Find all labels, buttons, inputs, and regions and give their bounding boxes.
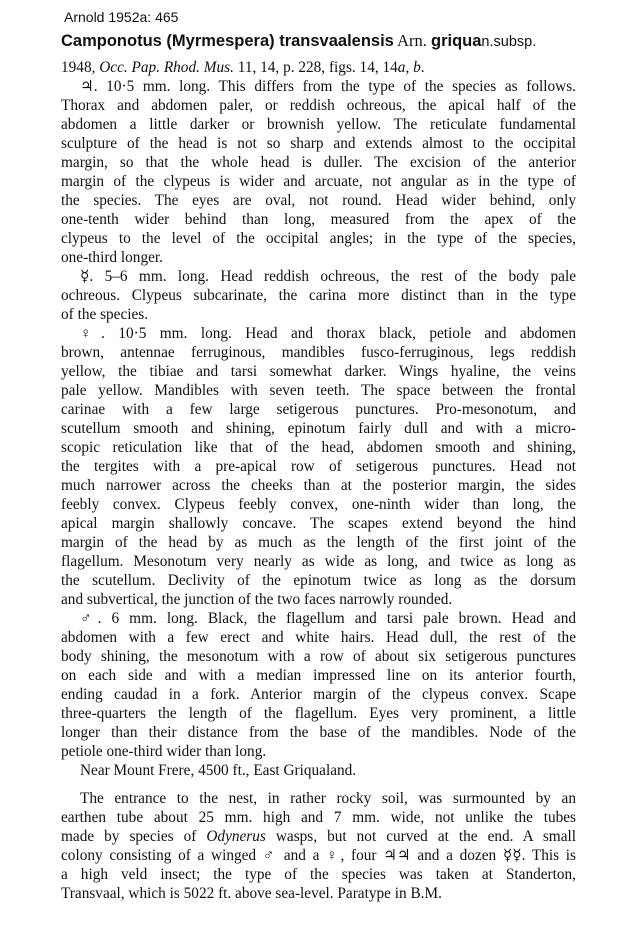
paragraph-line: The entrance to the nest, in rather rocky soil, was surmounted by an: [80, 790, 576, 807]
paragraph-line: Transvaal, which is 5022 ft. above sea-level. Paratype in B.M.: [61, 885, 442, 902]
paragraph-line: colony consisting of a winged ♂ and a ♀, four ♃♃ and a dozen ☿☿. This is: [61, 847, 576, 864]
paragraph-line: the scutellum. Declivity of the epinotum twice as long as the dorsum: [61, 572, 576, 589]
paragraph-line: on each side and with a median impressed line on its anterior fourth,: [61, 667, 576, 684]
paragraph-line: longer than their distance from the base of the mandibles. Node of the: [61, 724, 576, 741]
paragraph-line: and subvertical, the junction of the two faces narrowly rounded.: [61, 591, 453, 608]
paragraph-line: apical margin shallowly concave. The scapes extend beyond the hind: [61, 515, 576, 532]
paragraph-line: yellow, the tibiae and tarsi somewhat darker. Wings hyaline, the veins: [61, 363, 576, 380]
taxon-genus-species: Camponotus (Myrmespera) transvaalensis: [61, 32, 394, 50]
paragraph-line: margin, so that the whole head is duller. The excision of the anterior: [61, 154, 576, 171]
paragraph-line: ochreous. Clypeus subcarinate, the carina more distinct than in the type: [61, 287, 576, 304]
paragraph-line: a high veld insect; the type of the species was taken at Standerton,: [61, 866, 576, 883]
paragraph-line: ☿. 5–6 mm. long. Head reddish ochreous, the rest of the body pale: [80, 268, 576, 285]
paragraph-line: sculpture of the head is not so sharp and extends almost to the occipital: [61, 135, 576, 152]
paragraph-line: scutellum smooth and shining, epinotum fairly dull and with a micro-: [61, 420, 576, 437]
reference-line: 1948, Occ. Pap. Rhod. Mus. 11, 14, p. 228, figs. 14, 14a, b.: [61, 59, 425, 76]
paragraph-line: ♀. 10·5 mm. long. Head and thorax black, petiole and abdomen: [80, 325, 576, 342]
paragraph-male: [61, 609, 576, 761]
paragraph-major: [61, 77, 576, 267]
paragraph-line: brown, antennae ferruginous, mandibles fusco-ferruginous, legs reddish: [61, 344, 576, 361]
document-body: [61, 58, 576, 903]
paragraph-line: of the species.: [61, 306, 149, 323]
taxon-subspecies: griqua: [431, 32, 482, 50]
paragraph-line: ending caudad in a fork. Anterior margin of the clypeus convex. Scape: [61, 686, 576, 703]
paragraph-line: ♃. 10·5 mm. long. This differs from the type of the species as follows.: [80, 78, 576, 95]
paragraph-line: feebly convex. Clypeus feebly convex, one-ninth wider than long, the: [61, 496, 576, 513]
taxon-rank: n.subsp.: [481, 34, 537, 50]
paragraph-female: [61, 324, 576, 609]
paragraph-line: flagellum. Mesonotum very nearly as wide as long, and twice as long as: [61, 553, 576, 570]
paragraph-line: petiole one-third wider than long.: [61, 743, 267, 760]
paragraph-line: made by species of Odynerus wasps, but not curved at the end. A small: [61, 828, 576, 845]
paragraph-line: ♂. 6 mm. long. Black, the flagellum and tarsi pale brown. Head and: [80, 610, 576, 627]
taxon-title: [61, 31, 606, 51]
paragraph-line: carinae with a few large setigerous punctures. Pro-mesonotum, and: [61, 401, 576, 418]
paragraph-line: one-tenth wider behind than long, measured from the apex of the: [61, 211, 576, 228]
taxon-author: Arn.: [393, 31, 431, 50]
paragraph-line: scopic reticulation like that of the head, abdomen smooth and shining,: [61, 439, 576, 456]
paragraph-line: body shining, the mesonotum with a row of about six setigerous punctures: [61, 648, 576, 665]
paragraph-line: pale yellow. Mandibles with seven teeth. The space between the frontal: [61, 382, 576, 399]
paragraph-line: abdomen with a few erect and white hairs. Head dull, the rest of the: [61, 629, 576, 646]
paragraph-line: much narrower across the cheeks than at the posterior margin, the sides: [61, 477, 576, 494]
paragraph-line: one-third longer.: [61, 249, 163, 266]
paragraph-gap: [61, 780, 576, 789]
paragraph-line: margin of the head by as much as the length of the first joint of the: [61, 534, 576, 551]
paragraph-line: the species. The eyes are oval, not round. Head wider behind, only: [61, 192, 576, 209]
paragraph-line: margin of the clypeus is wider and arcuate, not angular as in the type of: [61, 173, 576, 190]
paragraph-line: earthen tube about 25 mm. high and 7 mm. wide, not unlike the tubes: [61, 809, 576, 826]
locality-line: Near Mount Frere, 4500 ft., East Griqualand.: [80, 762, 357, 779]
paragraph-line: abdomen a little darker or brownish yellow. The reticulate fundamental: [61, 116, 576, 133]
paragraph-line: Thorax and abdomen paler, or reddish ochreous, the apical half of the: [61, 97, 576, 114]
paragraph-nest: [61, 789, 576, 903]
paragraph-line: three-quarters the length of the flagellum. Eyes very prominent, a little: [61, 705, 576, 722]
paragraph-worker: [61, 267, 576, 324]
genus-odynerus: Odynerus: [206, 828, 266, 845]
paragraph-line: clypeus to the level of the occipital angles; in the type of the species,: [61, 230, 576, 247]
journal-name: Occ. Pap. Rhod. Mus.: [99, 59, 234, 76]
paragraph-line: the tergites with a pre-apical row of setigerous punctures. Head not: [61, 458, 576, 475]
citation-header: Arnold 1952a: 465: [64, 9, 179, 25]
